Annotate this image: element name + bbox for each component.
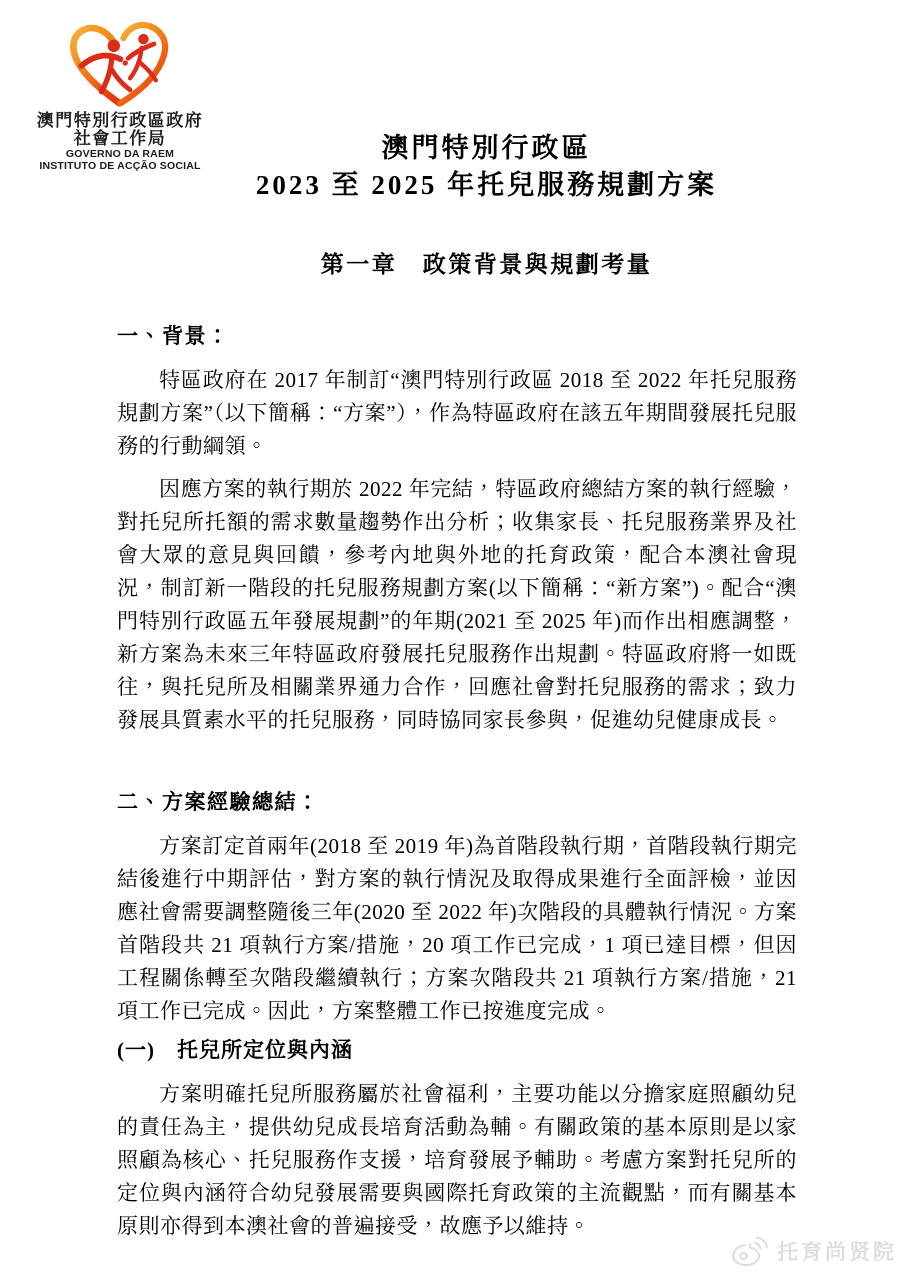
document-body [117, 320, 797, 1243]
subsection-1-heading [117, 1034, 797, 1067]
section-2-heading: 二、方案經驗總結： [117, 790, 320, 814]
section-1-paragraph-2: 因應方案的執行期於 2022 年完結，特區政府總結方案的執行經驗，對托兒所托額的需求數量趨勢作出分析；收集家長、托兒服務業界及社會大眾的意見與回饋，參考內地與外地的托育政策，配合本澳社會現況，制訂新一階段的托兒服務規劃方案(以下簡稱：“新方案”)。配合“澳門特別行政區五年發展規劃”的年期(2021 至 2025 年)而作出相應調整，新方案為未來三年特區政府發展托兒服務作出規劃。特區政府將一如既往，與托兒所及相關業界通力合作，回應社會對托兒服務的需求；致力發展具質素水平的托兒服務，同時協同家長參與，促進幼兒健康成長。 [117, 477, 797, 732]
logo-block [34, 16, 206, 172]
org-name-portuguese-line1: GOVERNO DA RAEM [65, 148, 175, 160]
ias-heart-logo-icon [65, 16, 175, 112]
watermark [731, 1235, 897, 1267]
section-1-paragraph-1: 特區政府在 2017 年制訂“澳門特別行政區 2018 至 2022 年托兒服務規劃方案”（以下簡稱：“方案”），作為特區政府在該五年期間發展托兒服務的行動綱領。 [117, 368, 797, 458]
section-2-paragraph-1: 方案訂定首兩年(2018 至 2019 年)為首階段執行期，首階段執行期完結後進行中期評估，對方案的執行情況及取得成果進行全面評檢，並因應社會需要調整隨後三年(2020 至 2022 年)次階段的具體執行情況。方案首階段共 21 項執行方案/措施，20 項工作已完成，1 項已達目標，但因工程關係轉至次階段繼續執行；方案次階段共 21 項執行方案/措施，21 項工作已完成。因此，方案整體工作已按進度完成。 [117, 834, 797, 1023]
document-title-line2: 2023 至 2025 年托兒服務規劃方案 [255, 170, 718, 200]
chapter-heading: 第一章 政策背景與規劃考量 [320, 252, 653, 277]
watermark-text: 托育尚贤院 [777, 1241, 897, 1264]
subsection-1-title: 托兒所定位與內涵 [177, 1038, 353, 1062]
weibo-icon [731, 1235, 771, 1267]
org-name-chinese-line1: 澳門特別行政區政府 [36, 111, 204, 130]
section-1-heading: 一、背景： [117, 324, 230, 348]
org-name-chinese-line2: 社會工作局 [73, 129, 167, 148]
subsection-1-paragraph-1: 方案明確托兒所服務屬於社會福利，主要功能以分擔家庭照顧幼兒的責任為主，提供幼兒成長培育活動為輔。有關政策的基本原則是以家照顧為核心、托兒服務作支援，培育發展予輔助。考慮方案對托兒所的定位與內涵符合幼兒發展需要與國際托育政策的主流觀點，而有關基本原則亦得到本澳社會的普遍接受，故應予以維持。 [117, 1082, 797, 1238]
org-name-portuguese-line2: INSTITUTO DE ACÇÃO SOCIAL [39, 160, 201, 172]
document-title-line1: 澳門特別行政區 [381, 133, 592, 163]
subsection-1-label: (一) [117, 1038, 155, 1062]
